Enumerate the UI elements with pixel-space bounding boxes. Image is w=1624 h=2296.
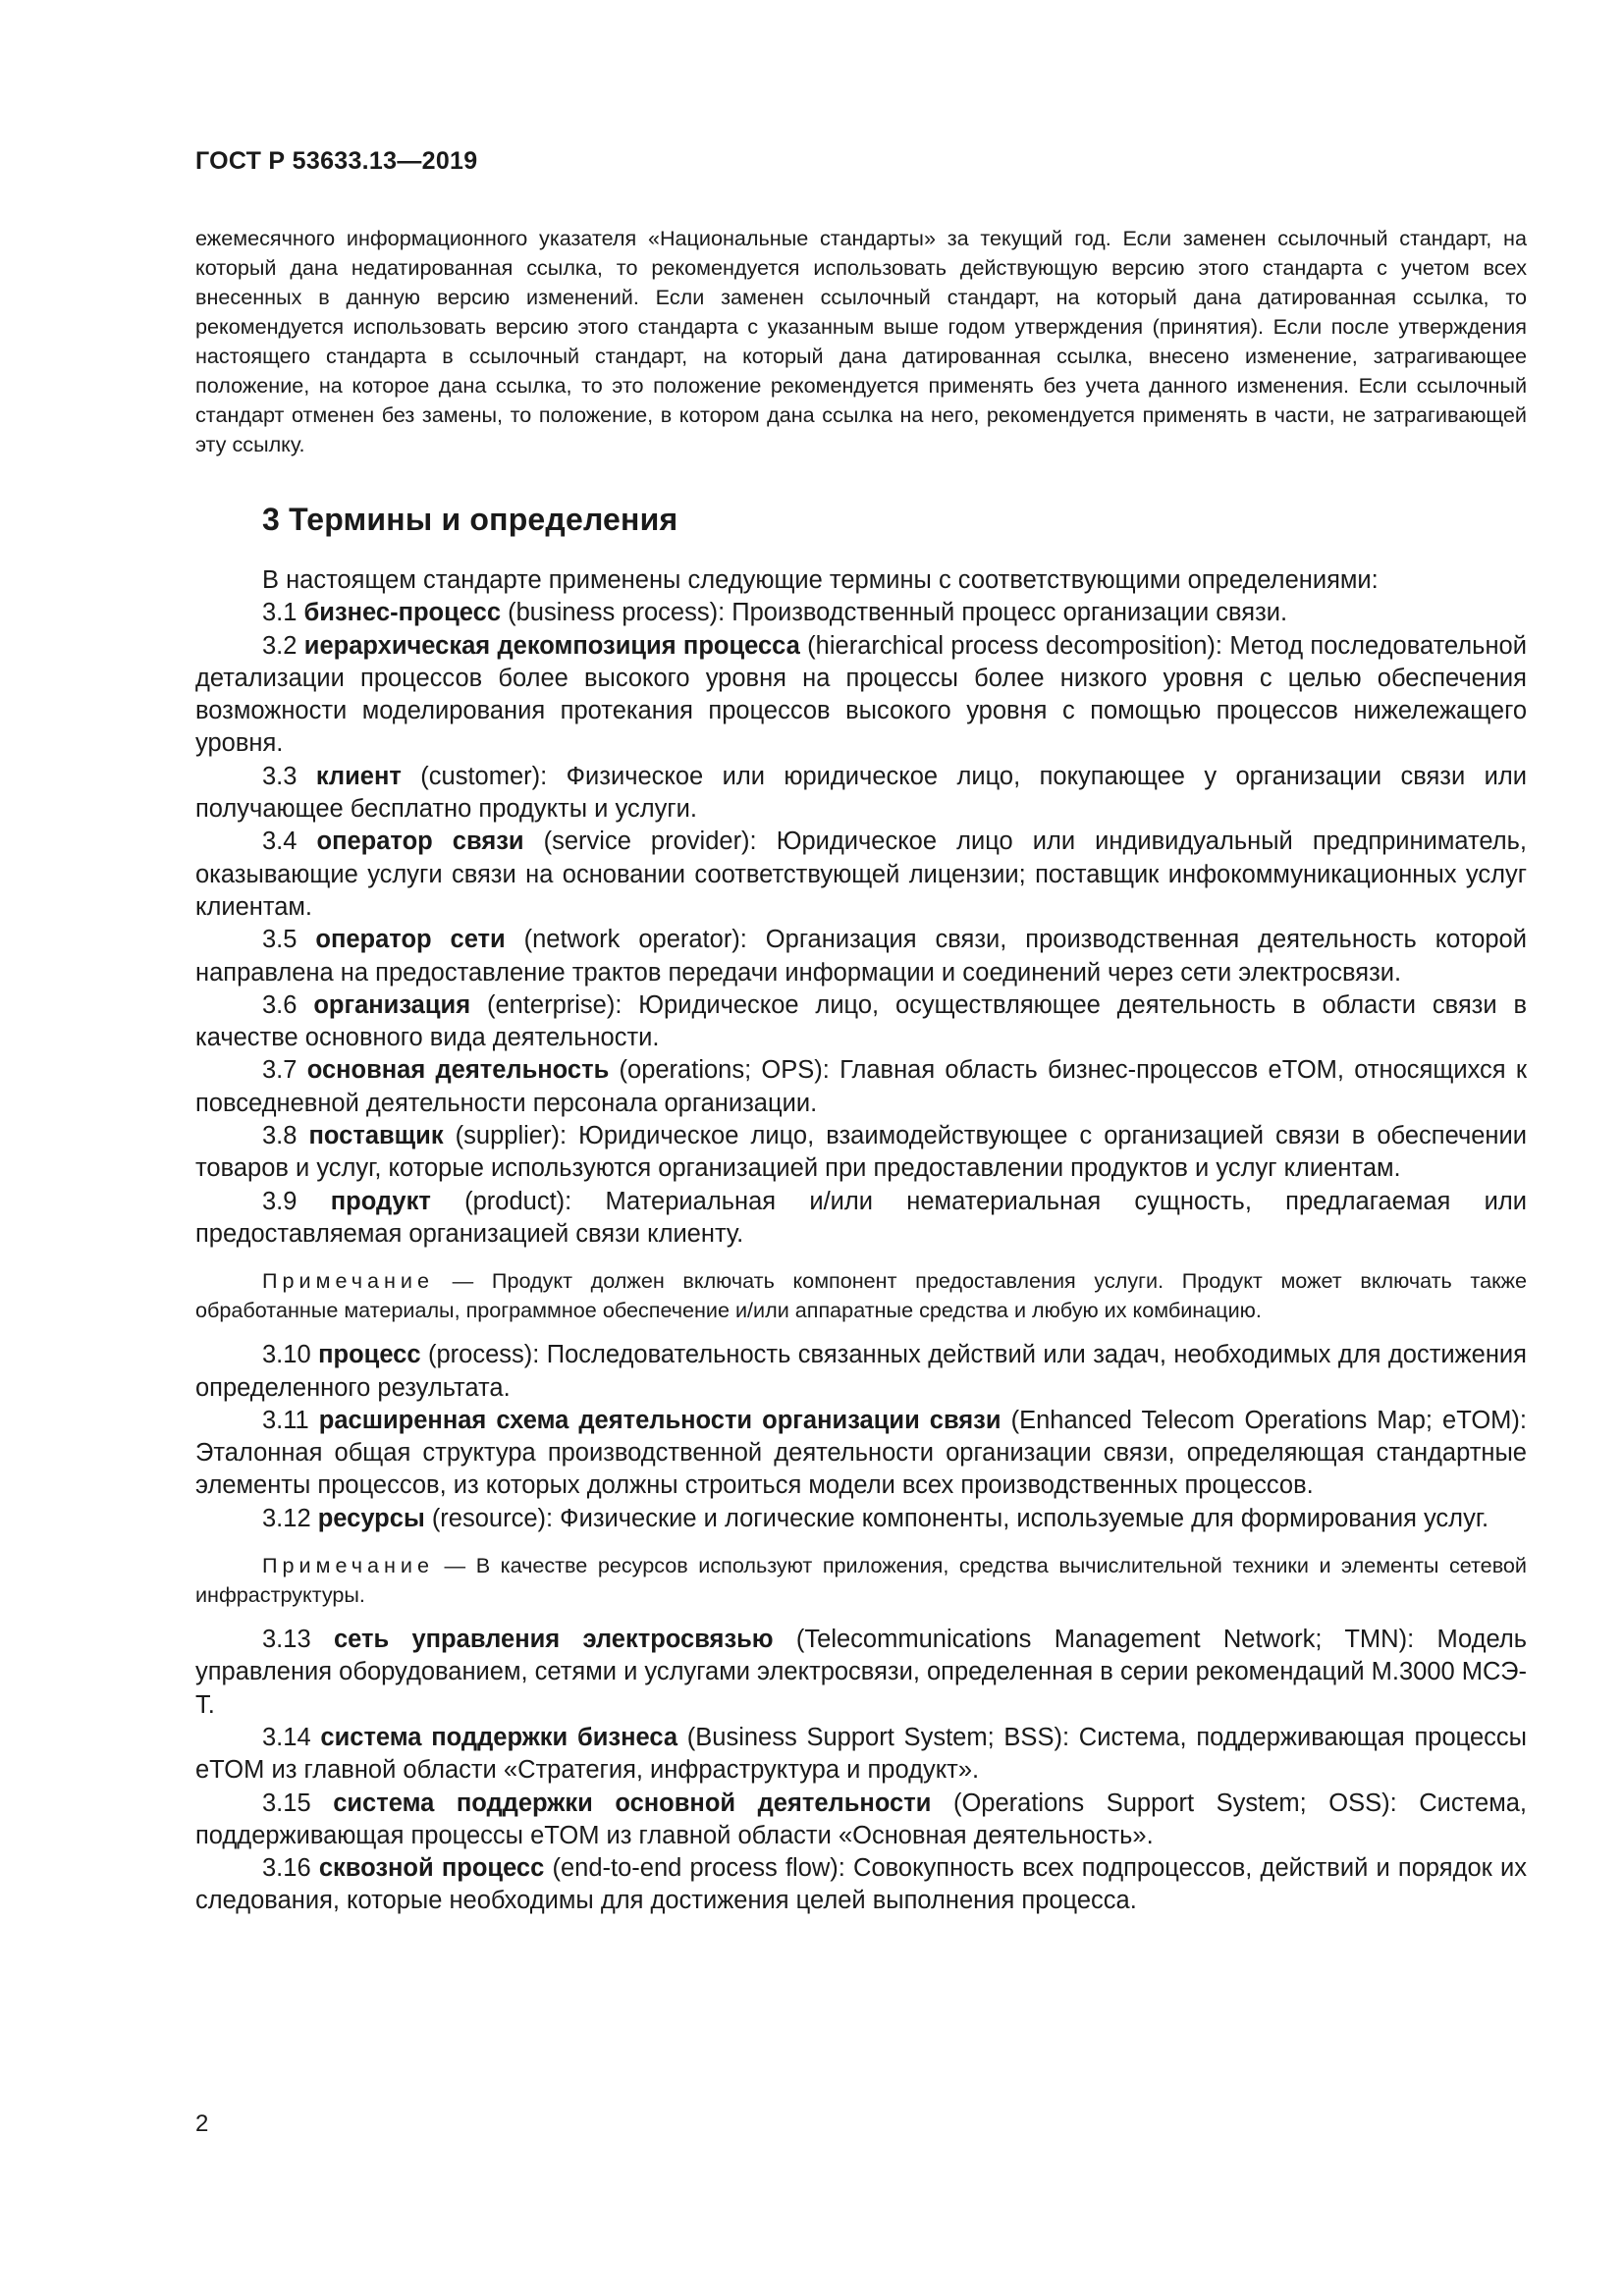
term-number: 3.6: [262, 990, 298, 1019]
term-definition: [195, 1722, 1527, 1788]
term-number: 3.2: [262, 631, 298, 660]
term-name: оператор сети: [315, 926, 506, 954]
term-definition: [195, 989, 1527, 1055]
term-definition: [195, 1054, 1527, 1120]
term-text: (Operations Support System; OSS): Система, поддерживающая процессы eTOM из главной области «Основная деятельность».: [195, 1789, 1527, 1849]
term-name: система поддержки бизнеса: [320, 1723, 677, 1751]
term-text: (customer): Физическое или юридическое лицо, покупающее у организации связи или получающее бесплатно продукты и услуги.: [195, 762, 1527, 824]
term-number: 3.12: [262, 1504, 311, 1532]
term-definition: [195, 1405, 1527, 1503]
term-text: (enterprise): Юридическое лицо, осуществляющее деятельность в области связи в качестве основного вида деятельности.: [195, 990, 1527, 1052]
term-name: основная деятельность: [306, 1056, 610, 1085]
document-header: ГОСТ Р 53633.13—2019: [195, 147, 478, 175]
term-name: поставщик: [308, 1122, 444, 1150]
term-text: (network operator): Организация связи, производственная деятельность которой направлена на предоставление трактов передачи информации и соединений через сети электросвязи.: [195, 926, 1527, 987]
term-text: (Enhanced Telecom Operations Map; eTOM): Эталонная общая структура производственной деятельности организации связи, определяющая стандартные элементы процессов, из которых должны строиться модели всех производственных процессов.: [195, 1406, 1527, 1500]
note-label: Примечание: [262, 1268, 434, 1294]
term-number: 3.7: [262, 1056, 298, 1085]
term-text: (end-to-end process flow): Совокупность всех подпроцессов, действий и порядок их следования, которые необходимы для достижения целей выполнения процесса.: [195, 1854, 1528, 1915]
intro-paragraph: ежемесячного информационного указателя «Национальные стандарты» за текущий год. Если заменен ссылочный стандарт, на который дана недатированная ссылка, то рекомендуется использовать действующую версию этого стандарта с учетом всех внесенных в данную версию изменений. Если заменен ссылочный стандарт, на который дана датированная ссылка, то рекомендуется использовать версию этого стандарта с указанным выше годом утверждения (принятия). Если после утверждения настоящего стандарта в ссылочный стандарт, на который дана датированная ссылка, внесено изменение, затрагивающее положение, на которое дана ссылка, то это положение рекомендуется применять без учета данного изменения. Если ссылочный стандарт отменен без замены, то положение, в котором дана ссылка на него, рекомендуется применять в части, не затрагивающей эту ссылку.: [195, 226, 1527, 456]
term-text: (hierarchical process decomposition): Метод последовательной детализации процессов более высокого уровня на процессы более низкого уровня с целью обеспечения возможности моделирования протекания процессов высокого уровня с помощью процессов нижележащего уровня.: [195, 631, 1527, 758]
term-definition: [195, 1339, 1527, 1405]
term-number: 3.1: [262, 599, 298, 627]
term-definition: [195, 1788, 1527, 1853]
term-text: (process): Последовательность связанных действий или задач, необходимых для достижения определенного результата.: [195, 1341, 1527, 1402]
term-number: 3.5: [262, 926, 298, 954]
term-number: 3.10: [262, 1341, 311, 1369]
term-name: бизнес-процесс: [303, 599, 502, 627]
term-number: 3.16: [262, 1854, 311, 1883]
page-number: 2: [195, 2110, 209, 2137]
term-definition: [195, 1120, 1527, 1186]
term-name: продукт: [330, 1187, 431, 1215]
term-text: (Telecommunications Management Network; TMN): Модель управления оборудованием, сетями и услугами электросвязи, определенная в серии рекомендаций М.3000 МСЭ-Т.: [195, 1626, 1527, 1719]
term-text: (Business Support System; BSS): Система, поддерживающая процессы eTOM из главной области «Стратегия, инфраструктура и продукт».: [195, 1723, 1527, 1785]
term-number: 3.13: [262, 1626, 311, 1654]
term-number: 3.15: [262, 1789, 311, 1817]
term-number: 3.14: [262, 1723, 311, 1751]
term-name: сквозной процесс: [318, 1854, 545, 1883]
term-definition: [195, 1186, 1527, 1252]
term-text: (business process): Производственный процесс организации связи.: [501, 599, 1288, 627]
term-name: организация: [313, 990, 471, 1019]
term-definition: [195, 630, 1527, 761]
term-definition: [195, 761, 1527, 827]
term-name: клиент: [315, 762, 402, 790]
term-text: (service provider): Юридическое лицо или индивидуальный предприниматель, оказывающие услуги связи на основании соответствующей лицензии; поставщик инфокоммуникационных услуг клиентам.: [195, 828, 1528, 921]
term-name: ресурсы: [317, 1504, 425, 1532]
term-name: сеть управления электросвязью: [333, 1626, 774, 1654]
section-lead: В настоящем стандарте применены следующие термины с соответствующими определениями:: [262, 566, 1379, 594]
term-number: 3.3: [262, 762, 298, 790]
note-text: — Продукт должен включать компонент предоставления услуги. Продукт может включать также обработанные материалы, программное обеспечение и/или аппаратные средства и любую их комбинацию.: [195, 1268, 1527, 1323]
term-number: 3.4: [262, 828, 298, 856]
term-definition: [195, 597, 1527, 629]
section-title: 3 Термины и определения: [262, 502, 678, 537]
term-definition: [195, 1503, 1527, 1535]
term-number: 3.11: [262, 1406, 309, 1434]
note-text: — В качестве ресурсов используют приложения, средства вычислительной техники и элементы сетевой инфраструктуры.: [195, 1553, 1527, 1608]
term-name: расширенная схема деятельности организации связи: [318, 1406, 1001, 1434]
term-definition: [195, 1852, 1527, 1918]
term-number: 3.9: [262, 1187, 298, 1215]
note: [195, 1551, 1527, 1610]
term-name: оператор связи: [316, 828, 524, 856]
term-name: система поддержки основной деятельности: [333, 1789, 932, 1817]
term-name: иерархическая декомпозиция процесса: [303, 631, 800, 660]
term-text: (product): Материальная и/или нематериальная сущность, предлагаемая или предоставляемая организацией связи клиенту.: [195, 1187, 1527, 1248]
note-label: Примечание: [262, 1553, 434, 1578]
term-name: процесс: [318, 1341, 421, 1369]
term-definition: [195, 826, 1527, 924]
term-text: (operations; OPS): Главная область бизнес-процессов eTOM, относящихся к повседневной деятельности персонала организации.: [195, 1056, 1528, 1117]
note: [195, 1266, 1527, 1325]
term-number: 3.8: [262, 1122, 298, 1150]
term-text: (supplier): Юридическое лицо, взаимодействующее с организацией связи в обеспечении товаров и услуг, которые используются организацией при предоставлении продуктов и услуг клиентам.: [195, 1122, 1527, 1183]
term-text: (resource): Физические и логические компоненты, используемые для формирования услуг.: [424, 1504, 1489, 1532]
term-definition: [195, 924, 1527, 989]
section-body: [195, 564, 1527, 1918]
term-definition: [195, 1624, 1527, 1722]
